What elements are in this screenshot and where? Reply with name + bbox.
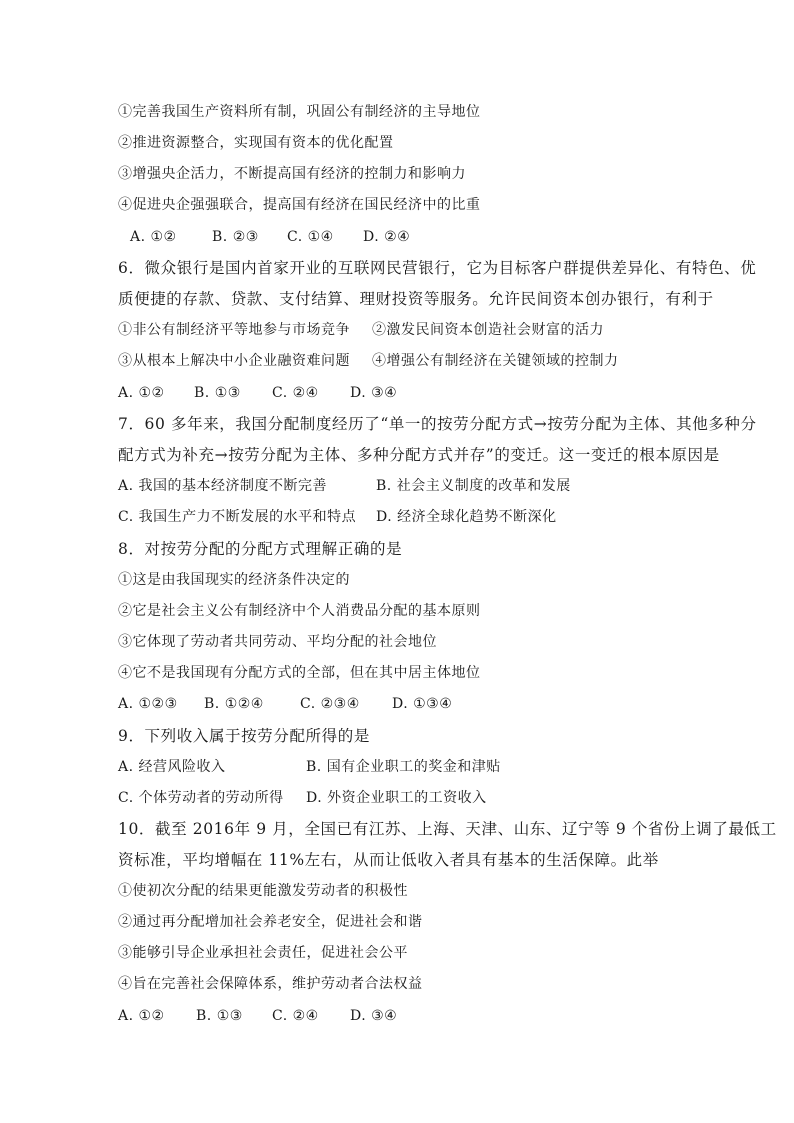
- option-b: B. 国有企业职工的奖金和津贴: [306, 759, 501, 775]
- q10-stem-line1: 10．截至 2016年 9 月，全国已有江苏、上海、天津、山东、辽宁等 9 个省份上调了最低工: [118, 820, 777, 838]
- q7-options-row1: [118, 476, 678, 496]
- option-a: A. 经营风险收入: [118, 759, 226, 775]
- q8-options: [118, 694, 538, 714]
- q6-item-2: ②激发民间资本创造社会财富的活力: [372, 322, 604, 338]
- q10-item-3: ③能够引导企业承担社会责任，促进社会公平: [118, 945, 408, 961]
- q8-item-3: ③它体现了劳动者共同劳动、平均分配的社会地位: [118, 634, 437, 650]
- option-c: C. 我国生产力不断发展的水平和特点: [118, 509, 357, 525]
- option-c: C. ②④: [272, 1008, 319, 1024]
- option-a: A. ①②: [118, 1008, 165, 1024]
- q6-options: [118, 383, 518, 403]
- option-c: C. 个体劳动者的劳动所得: [118, 790, 284, 806]
- prev-item-1: ①完善我国生产资料所有制，巩固公有制经济的主导地位: [118, 104, 481, 120]
- q8-item-2: ②它是社会主义公有制经济中个人消费品分配的基本原则: [118, 603, 481, 619]
- prev-item-3: ③增强央企活力，不断提高国有经济的控制力和影响力: [118, 166, 466, 182]
- q10-item-2: ②通过再分配增加社会养老安全，促进社会和谐: [118, 914, 423, 930]
- q10-options: [118, 1006, 518, 1026]
- q6-item-1: ①非公有制经济平等地参与市场竞争: [118, 322, 350, 338]
- option-a: A. ①②: [118, 385, 165, 401]
- q8-stem: 8．对按劳分配的分配方式理解正确的是: [118, 540, 403, 558]
- option-a: A. ①②③: [118, 696, 178, 712]
- q9-options-row2: [118, 788, 678, 808]
- q6-stem-line1: 6．微众银行是国内首家开业的互联网民营银行，它为目标客户群提供差异化、有特色、优: [118, 259, 757, 277]
- prev-item-4: ④促进央企强强联合，提高国有经济在国民经济中的比重: [118, 197, 481, 213]
- option-d: D. ③④: [350, 1008, 398, 1024]
- q7-stem-line1: 7．60 多年来，我国分配制度经历了“单一的按劳分配方式→按劳分配为主体、其他多种分: [118, 415, 757, 433]
- option-d: D. 外资企业职工的工资收入: [306, 790, 487, 806]
- q6-items-row2: [118, 351, 678, 371]
- q6-item-4: ④增强公有制经济在关键领域的控制力: [372, 353, 619, 369]
- option-a: A. 我国的基本经济制度不断完善: [118, 478, 328, 494]
- q8-item-4: ④它不是我国现有分配方式的全部，但在其中居主体地位: [118, 665, 481, 681]
- option-d: D. ③④: [350, 385, 398, 401]
- q10-stem-line2: 资标准，平均增幅在 11%左右，从而让低收入者具有基本的生活保障。此举: [118, 851, 659, 869]
- q9-options-row1: [118, 757, 678, 777]
- option-c: C. ②④: [272, 385, 319, 401]
- option-a: A. ①②: [130, 229, 177, 245]
- q6-item-3: ③从根本上解决中小企业融资难问题: [118, 353, 350, 369]
- q8-item-1: ①这是由我国现实的经济条件决定的: [118, 572, 350, 588]
- option-d: D. ②④: [363, 229, 411, 245]
- q7-options-row2: [118, 507, 678, 527]
- option-c: C. ①④: [287, 229, 334, 245]
- q10-item-4: ④旨在完善社会保障体系，维护劳动者合法权益: [118, 976, 423, 992]
- q7-stem-line2: 配方式为补充→按劳分配为主体、多种分配方式并存”的变迁。这一变迁的根本原因是: [118, 446, 720, 464]
- q9-stem: 9．下列收入属于按劳分配所得的是: [118, 727, 370, 745]
- q10-item-1: ①使初次分配的结果更能激发劳动者的积极性: [118, 883, 408, 899]
- option-d: D. 经济全球化趋势不断深化: [376, 509, 557, 525]
- option-b: B. ①②④: [204, 696, 264, 712]
- option-b: B. ②③: [212, 229, 259, 245]
- option-b: B. ①③: [194, 385, 241, 401]
- option-d: D. ①③④: [392, 696, 453, 712]
- option-b: B. 社会主义制度的改革和发展: [376, 478, 571, 494]
- prev-item-2: ②推进资源整合，实现国有资本的优化配置: [118, 135, 394, 151]
- q6-items-row1: [118, 320, 678, 340]
- option-c: C. ②③④: [300, 696, 360, 712]
- q6-stem-line2: 质便捷的存款、贷款、支付结算、理财投资等服务。允许民间资本创办银行，有利于: [118, 290, 714, 308]
- option-b: B. ①③: [196, 1008, 243, 1024]
